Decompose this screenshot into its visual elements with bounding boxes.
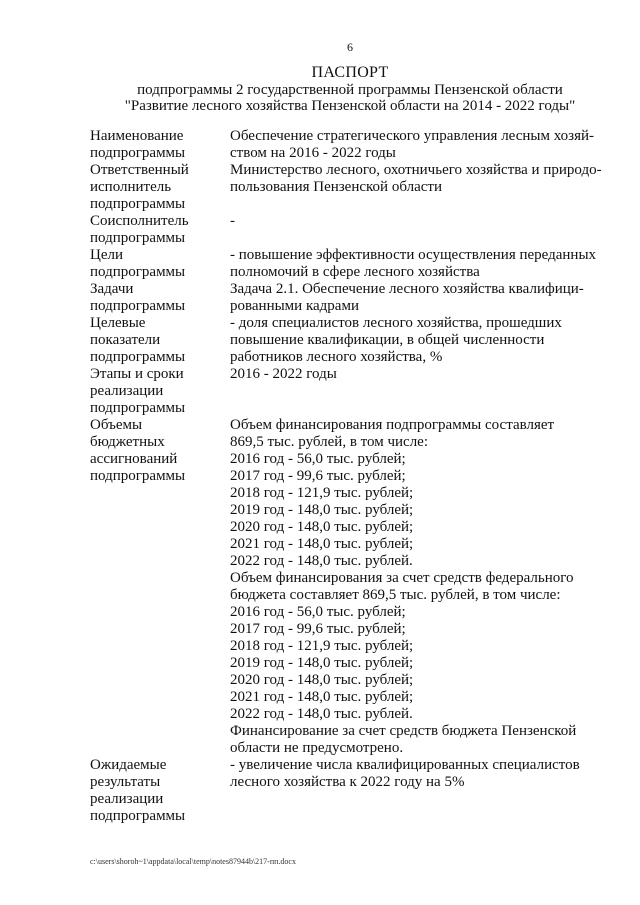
row-label	[90, 757, 230, 825]
value-line: 2016 год - 56,0 тыс. рублей;	[230, 451, 406, 467]
row-coexecutor	[90, 213, 612, 247]
value-line: Финансирование за счет средств бюджета Пензенской	[230, 723, 577, 739]
label-line: бюджетных	[90, 434, 165, 450]
row-tasks	[90, 281, 612, 315]
value-line: 2020 год - 148,0 тыс. рублей;	[230, 519, 414, 535]
label-line: Цели	[90, 247, 124, 263]
value-line: - доля специалистов лесного хозяйства, прошедших	[230, 315, 562, 331]
row-value	[230, 247, 612, 281]
row-budget	[90, 417, 612, 757]
label-line: Наименование	[90, 128, 184, 144]
row-value	[230, 366, 612, 417]
label-line: подпрограммы	[90, 400, 186, 416]
value-line: работников лесного хозяйства, %	[230, 349, 443, 365]
row-stages	[90, 366, 612, 417]
document-subtitle-line1: подпрограммы 2 государственной программы Пензенской области	[137, 82, 563, 98]
label-line: подпрограммы	[90, 808, 186, 824]
row-results	[90, 757, 612, 825]
row-indicators	[90, 315, 612, 366]
value-line: полномочий в сфере лесного хозяйства	[230, 264, 480, 280]
value-line: -	[230, 213, 235, 229]
label-line: реализации	[90, 383, 164, 399]
label-line: результаты	[90, 774, 161, 790]
row-executor	[90, 162, 612, 213]
row-label	[90, 366, 230, 417]
value-line: 2018 год - 121,9 тыс. рублей;	[230, 638, 414, 654]
value-line: - увеличение числа квалифицированных специалистов	[230, 757, 580, 773]
value-line: 2019 год - 148,0 тыс. рублей;	[230, 502, 414, 518]
label-line: подпрограммы	[90, 145, 186, 161]
row-value	[230, 213, 612, 247]
value-line: бюджета составляет 869,5 тыс. рублей, в том числе:	[230, 587, 561, 603]
value-line: Обеспечение стратегического управления лесным хозяй-	[230, 128, 594, 144]
row-label	[90, 128, 230, 162]
row-value	[230, 417, 612, 757]
page-number: 6	[347, 40, 353, 54]
file-path-footer: c:\users\shoroh~1\appdata\local\temp\notes87944b\217-пп.docx	[90, 857, 296, 866]
value-line: лесного хозяйства к 2022 году на 5%	[230, 774, 465, 790]
value-line: Объем финансирования подпрограммы составляет	[230, 417, 555, 433]
value-line: 2021 год - 148,0 тыс. рублей;	[230, 689, 414, 705]
value-line: Объем финансирования за счет средств федерального	[230, 570, 574, 586]
value-line: 2016 год - 56,0 тыс. рублей;	[230, 604, 406, 620]
label-line: подпрограммы	[90, 349, 186, 365]
label-line: подпрограммы	[90, 196, 186, 212]
document-title: ПАСПОРТ	[311, 64, 389, 81]
label-line: Соисполнитель	[90, 213, 189, 229]
document-header	[0, 64, 640, 114]
row-name	[90, 128, 612, 162]
value-line: 2019 год - 148,0 тыс. рублей;	[230, 655, 414, 671]
value-line: Задача 2.1. Обеспечение лесного хозяйства квалифици-	[230, 281, 584, 297]
value-line: Министерство лесного, охотничьего хозяйства и природо-	[230, 162, 602, 178]
row-label	[90, 281, 230, 315]
value-line: пользования Пензенской области	[230, 179, 442, 195]
label-line: подпрограммы	[90, 230, 186, 246]
value-line: повышение квалификации, в общей численности	[230, 332, 545, 348]
row-value	[230, 281, 612, 315]
label-line: Целевые	[90, 315, 146, 331]
label-line: Задачи	[90, 281, 134, 297]
row-goals	[90, 247, 612, 281]
label-line: подпрограммы	[90, 468, 186, 484]
value-line: - повышение эффективности осуществления переданных	[230, 247, 597, 263]
label-line: реализации	[90, 791, 164, 807]
row-value	[230, 162, 612, 213]
row-value	[230, 128, 612, 162]
row-label	[90, 162, 230, 213]
value-line: области не предусмотрено.	[230, 740, 404, 756]
passport-table	[90, 128, 612, 825]
value-line: 2017 год - 99,6 тыс. рублей;	[230, 621, 406, 637]
value-line: 2018 год - 121,9 тыс. рублей;	[230, 485, 414, 501]
value-line: 869,5 тыс. рублей, в том числе:	[230, 434, 429, 450]
row-value	[230, 757, 612, 825]
label-line: подпрограммы	[90, 264, 186, 280]
row-label	[90, 315, 230, 366]
value-line: 2016 - 2022 годы	[230, 366, 337, 382]
label-line: Этапы и сроки	[90, 366, 184, 382]
label-line: Ожидаемые	[90, 757, 167, 773]
label-line: подпрограммы	[90, 298, 186, 314]
row-value	[230, 315, 612, 366]
row-label	[90, 247, 230, 281]
value-line: ством на 2016 - 2022 годы	[230, 145, 396, 161]
label-line: Объемы	[90, 417, 143, 433]
document-subtitle-line2: "Развитие лесного хозяйства Пензенской области на 2014 - 2022 годы"	[124, 98, 576, 114]
row-label	[90, 213, 230, 247]
label-line: показатели	[90, 332, 161, 348]
value-line: 2020 год - 148,0 тыс. рублей;	[230, 672, 414, 688]
row-label	[90, 417, 230, 757]
label-line: ассигнований	[90, 451, 178, 467]
label-line: Ответственный	[90, 162, 189, 178]
label-line: исполнитель	[90, 179, 172, 195]
value-line: 2022 год - 148,0 тыс. рублей.	[230, 553, 413, 569]
value-line: 2017 год - 99,6 тыс. рублей;	[230, 468, 406, 484]
value-line: 2021 год - 148,0 тыс. рублей;	[230, 536, 414, 552]
value-line: рованными кадрами	[230, 298, 359, 314]
value-line: 2022 год - 148,0 тыс. рублей.	[230, 706, 413, 722]
